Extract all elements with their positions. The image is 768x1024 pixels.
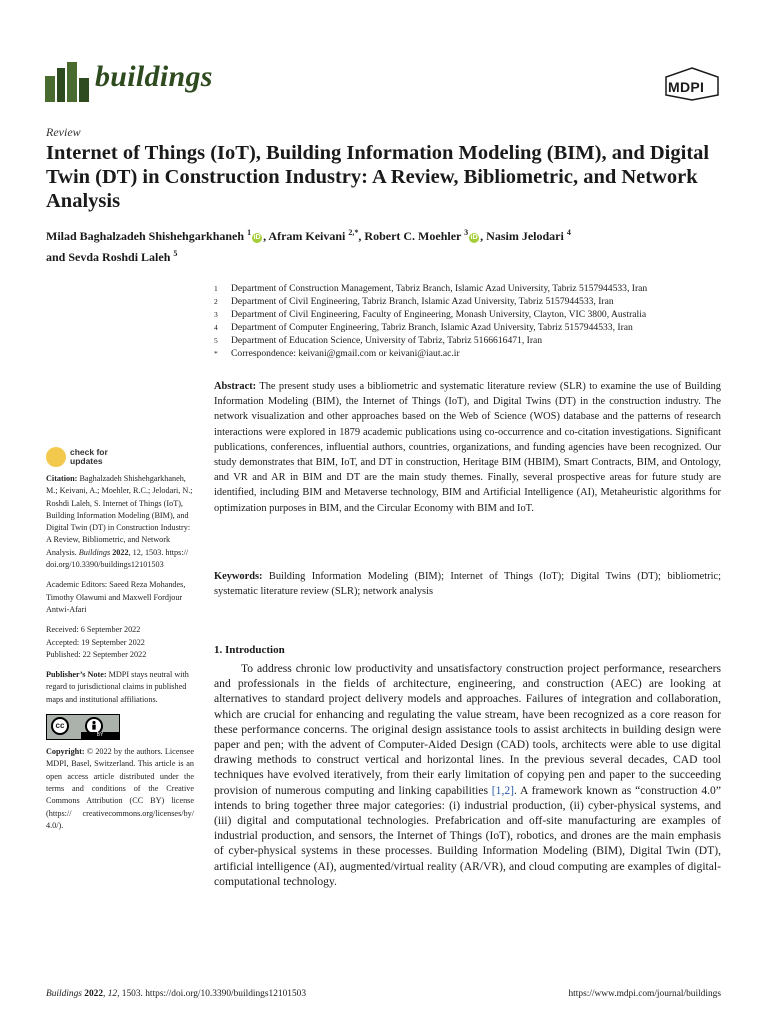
affiliation-number: 2 [214,297,218,306]
academic-editors: Academic Editors: Saeed Reza Mohandes, Timothy Olawumi and Maxwell Fordjour Antwi-Afari [46,580,186,614]
citation-link[interactable]: [1,2] [491,783,514,797]
affiliations [214,282,734,360]
check-updates-icon [46,447,66,467]
affiliation-number: * [214,349,218,358]
affiliation-row [214,295,734,308]
author-name[interactable]: Afram Keivani [268,229,346,243]
citation-doi-link[interactable]: , 12, 1503. https:// doi.org/10.3390/buildings12101503 [46,547,189,570]
authors-and: and [46,250,66,264]
intro-text-part2: . A framework known as “construction 4.0” intends to bring together three major categories: (i) industrial production, (ii) cyber-physical systems, and (iii) digital and computational technologies. Prefabrication and off-site manufacturing are examples of industrial production, and sensors, the Internet of Things (IoT), robotics, and drones are the main emphasis of cyber-physical systems in these processes. Building Information Modeling (BIM), Digital Twin (DT), artificial intelligence (AI), augmented/virtual reality (AR/VR), and cloud computing are examples of digital-computational technology. [214,783,721,888]
accepted-date: Accepted: 19 September 2022 [46,637,145,647]
citation-year: 2022 [112,547,129,557]
dates [46,624,194,661]
affiliation-text: Department of Construction Management, Tabriz Branch, Islamic Azad University, Tabriz 5157944533, Iran [231,283,648,294]
affiliation-text: Department of Education Science, University of Tabriz, Tabriz 5166616471, Iran [231,335,543,346]
published-date: Published: 22 September 2022 [46,649,147,659]
article-title: Internet of Things (IoT), Building Information Modeling (BIM), and Digital Twin (DT) in Construction Industry: A Review, Bibliometric, and Network Analysis [46,142,710,212]
section-heading: 1. Introduction [214,644,285,656]
article-type: Review [46,125,81,139]
author-affiliation-number: 2,* [348,228,359,237]
journal-name: buildings [95,60,213,93]
mdpi-logo-text: MDPI [668,79,705,95]
citation-label: Citation: [46,474,78,483]
affiliation-text: Correspondence: keivani@gmail.com or keivani@iaut.ac.ir [231,348,460,359]
footer-doi-link[interactable]: , 1503. https://doi.org/10.3390/buildings12101503 [117,989,307,999]
received-date: Received: 6 September 2022 [46,625,141,635]
keywords [214,569,721,599]
abstract [214,379,721,516]
introduction-paragraph [214,661,721,889]
publisher-note-text: MDPI stays neutral with regard to jurisdictional claims in published maps and institutional affiliations. [46,670,189,704]
publisher-note [46,669,194,706]
check-updates-line2: updates [70,456,103,466]
affiliation-text: Department of Civil Engineering, Tabriz Branch, Islamic Azad University, Tabriz 5157944533, Iran [231,296,614,307]
author-affiliation-number: 1 [247,228,252,237]
citation-journal: Buildings [78,547,111,557]
abstract-text: The present study uses a bibliometric and systematic literature review (SLR) to examine the use of Building Information Modeling (BIM), the Internet of Things (IoT), and Digital Twins (DT) in the construction industry. The network visualization and other approaches based on the Web of Science (WOS) database and the patterns of research interactions were explored in 1879 academic publications using co-occurrence and co-citation investigations. Significant publications, conferences, influential authors, countries, organizations, and funding agencies have been recognized. Our study demonstrates that BIM, IoT, and DT in construction, Heritage BIM (HBIM), Smart Contracts, BIM, and Ontology, and VR and AR in BIM and DT are the main study themes. Finally, several prospective areas for future study are identified, including BIM and Metaverse technology, BIM and Artificial Intelligence (AI), Metaheuristic algorithms for optimization purposes in BIM, and the Circular Economy with BIM and IoT. [214,381,721,514]
copyright [46,746,194,832]
publisher-note-label: Publisher’s Note: [46,670,107,680]
affiliation-number: 5 [214,336,218,345]
affiliation-number: 3 [214,310,218,319]
author-name[interactable]: Sevda Roshdi Laleh [68,250,171,264]
affiliation-row [214,282,734,295]
footer-journal: Buildings [46,989,82,999]
sidebar [46,473,194,832]
affiliation-row [214,308,734,321]
footer-volume: 12 [107,989,118,999]
orcid-icon[interactable]: iD [253,234,261,241]
journal-logo-icon [45,62,91,102]
cc-by-label: BY [81,732,119,739]
footer-journal-url[interactable]: https://www.mdpi.com/journal/buildings [568,989,721,999]
abstract-label: Abstract: [214,381,257,392]
cc-icon: cc [51,717,69,735]
affiliation-row [214,321,734,334]
affiliation-number: 1 [214,284,218,293]
check-for-updates-button[interactable] [46,446,126,468]
citation-text: Baghalzadeh Shishehgarkhaneh, M.; Keivani, A.; Moehler, R.C.; Jelodari, N.; Roshdi Laleh, S. Internet of Things (IoT), Building Information Modeling (BIM), and Digital Twin (DT) in Construction Industry: A Review, Bibliometric, and Network Analysis. [46,474,193,557]
author-name[interactable]: Milad Baghalzadeh Shishehgarkhaneh [46,229,245,243]
affiliation-number: 4 [214,323,218,332]
copyright-text: © 2022 by the authors. Licensee MDPI, Basel, Switzerland. This article is an open access article distributed under the terms and conditions of the Creative Commons Attribution (CC BY) license (https:// creativecommons.org/licenses/by/ 4.0/). [46,747,194,830]
footer-citation: Buildings 2022, 12, 1503. https://doi.org/10.3390/buildings12101503 [46,989,307,999]
author-name[interactable]: Robert C. Moehler [364,229,462,243]
citation [46,473,194,571]
cc-by-license-badge[interactable] [46,714,120,740]
affiliation-text: Department of Computer Engineering, Tabriz Branch, Islamic Azad University, Tabriz 5157944533, Iran [231,322,633,333]
intro-text-part1: To address chronic low productivity and unsatisfactory construction project performance, researchers and professionals in the fields of architecture, engineering, and construction (AEC) are looking at alternatives to standard project delivery models and approaches. Failures of integration and collaboration, which are crucial for enhancing and regulating the value stream, have been recognized as a core reason for these performance concerns. The original design assistance tools to assist architects in building design were paper and pen; with the advent of Computer-Aided Design (CAD) tools, architects were able to use digital drawing methods to construct vertical and horizontal lines. In the previous several decades, CAD tool techniques have evolved iteratively, from their early limitation of copying pen and paper to the succeeding provision of numerous computing and linking capabilities [214,662,721,797]
keywords-label: Keywords: [214,571,263,582]
author-name[interactable]: Nasim Jelodari [486,229,564,243]
author-affiliation-number: 3 [464,228,469,237]
orcid-icon[interactable]: iD [470,234,478,241]
affiliation-row [214,347,734,360]
author-list: Milad Baghalzadeh Shishehgarkhaneh $^1$iD , Afram Keivani $^{2,*}$, Robert C. Moehler $^3$iD , Nasim Jelodari $^4$ and Sevda Roshdi Laleh $^5$ [46,228,571,264]
copyright-label: Copyright: [46,747,85,757]
footer-year: 2022 [84,989,104,999]
affiliation-row [214,334,734,347]
author-affiliation-number: 5 [173,249,178,258]
keywords-text: Building Information Modeling (BIM); Internet of Things (IoT); Digital Twins (DT); bibliometric; systematic literature review (SLR); network analysis [214,571,721,598]
check-updates-line1: check for [70,447,108,457]
author-affiliation-number: 4 [566,228,571,237]
affiliation-text: Department of Civil Engineering, Faculty of Engineering, Monash University, Clayton, VIC 3800, Australia [231,309,647,320]
